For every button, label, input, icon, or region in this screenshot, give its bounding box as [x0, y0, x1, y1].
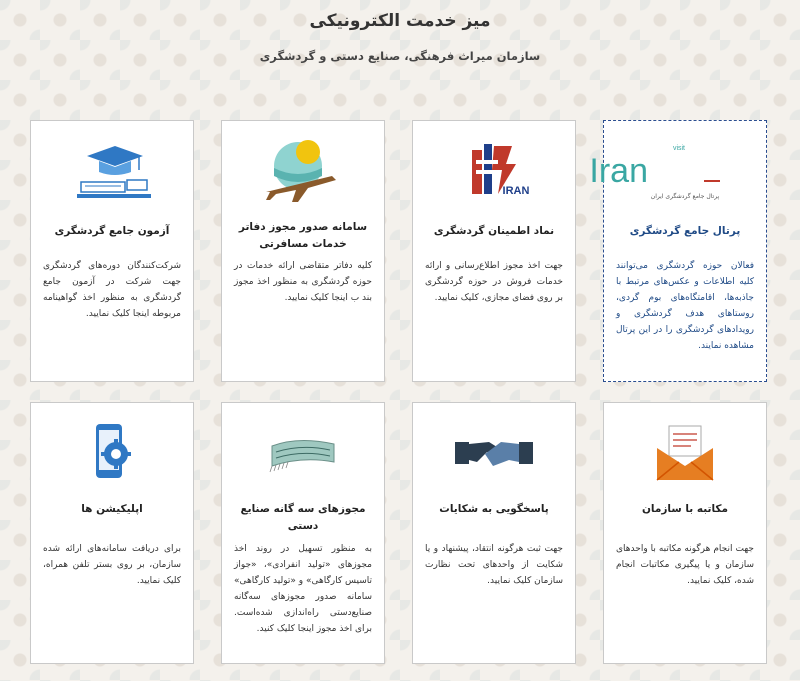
card-title: مجوزهای سه گانه صنایع دستی	[240, 503, 366, 532]
card-applications[interactable]	[30, 402, 194, 664]
card-tourism-portal[interactable]	[589, 120, 767, 382]
card-title: پرتال جامع گردشگری	[629, 225, 741, 237]
card-correspondence[interactable]	[603, 402, 767, 664]
airplane-icon	[222, 131, 384, 211]
mobile-gear-icon	[31, 413, 193, 493]
card-description: شرکت‌کنندگان دوره‌های گردشگری جهت شرکت در آزمون جامع گردشگری به منظور اخذ گواهینامه مربوطه اینجا کلیک نمایید.	[43, 261, 181, 319]
graduation-icon	[31, 131, 193, 211]
card-description: جهت اخذ مجوز اطلاع‌رسانی و ارائه خدمات فروش در حوزه گردشگری بر روی فضای مجازی، کلیک نمایید.	[425, 261, 563, 303]
mail-icon	[604, 413, 766, 493]
card-description: فعالان حوزه گردشگری می‌توانند کلیه اطلاعات و عکس‌های مرتبط با جاذبه‌ها، اقامتگاه‌های بوم گردی، روستاهای هدف گردشگری و رویدادهای گردشگری را در این پرتال مشاهده نمایند.	[616, 261, 754, 351]
carpet-icon	[222, 413, 384, 493]
card-description: جهت انجام هرگونه مکاتبه با واحدهای سازمان و یا پیگیری مکاتبات انجام شده، کلیک نمایید.	[616, 544, 754, 586]
svg-text:Iran: Iran	[589, 152, 648, 190]
card-complaints[interactable]	[412, 402, 576, 664]
handshake-icon	[413, 413, 575, 493]
svg-text:visit: visit	[672, 145, 685, 152]
card-description: جهت ثبت هرگونه انتقاد، پیشنهاد و یا شکایت از واحدهای تحت نظارت سازمان کلیک نمایید.	[425, 544, 563, 586]
card-description: به منظور تسهیل در روند اخذ مجوزهای «تولید انفرادی»، «جواز تاسیس کارگاهی» و «تولید کارگاهی» سامانه صدور مجوزهای سه‌گانه صنایع‌دستی راه‌اندازی شده‌است. برای اخذ مجوز اینجا کلیک کنید.	[234, 544, 372, 634]
card-description: برای دریافت سامانه‌های ارائه شده سازمان، بر روی بستر تلفن همراه، کلیک نمایید.	[43, 544, 181, 586]
card-title: اپلیکیشن ها	[81, 503, 143, 515]
card-title: آزمون جامع گردشگری	[54, 225, 170, 237]
svg-text:IRAN: IRAN	[502, 185, 530, 197]
card-title: پاسخگویی به شکایات	[439, 503, 549, 515]
page-header	[0, 0, 800, 65]
page-subtitle: سازمان میراث فرهنگی، صنایع دستی و گردشگری	[259, 49, 541, 63]
visit-iran-subtext: پرتال جامع گردشگری ایران	[650, 193, 720, 200]
card-title: نماد اطمینان گردشگری	[433, 225, 555, 237]
card-travel-agency-license[interactable]	[221, 120, 385, 382]
card-title: سامانه صدور مجوز دفاتر خدمات مسافرتی	[238, 221, 368, 250]
page-title: میز خدمت الکترونیکی	[309, 11, 491, 31]
iran-trust-logo-icon	[413, 131, 575, 211]
card-handicraft-licenses[interactable]	[221, 402, 385, 664]
visit-iran-logo-icon	[589, 131, 766, 211]
card-description: کلیه دفاتر متقاضی ارائه خدمات در حوزه گردشگری به منظور اخذ مجوز بند ب اینجا کلیک نمایید.	[234, 261, 372, 303]
card-tourism-exam[interactable]	[30, 120, 194, 382]
card-title: مکاتبه با سازمان	[641, 503, 729, 515]
card-trust-seal[interactable]	[412, 120, 576, 382]
